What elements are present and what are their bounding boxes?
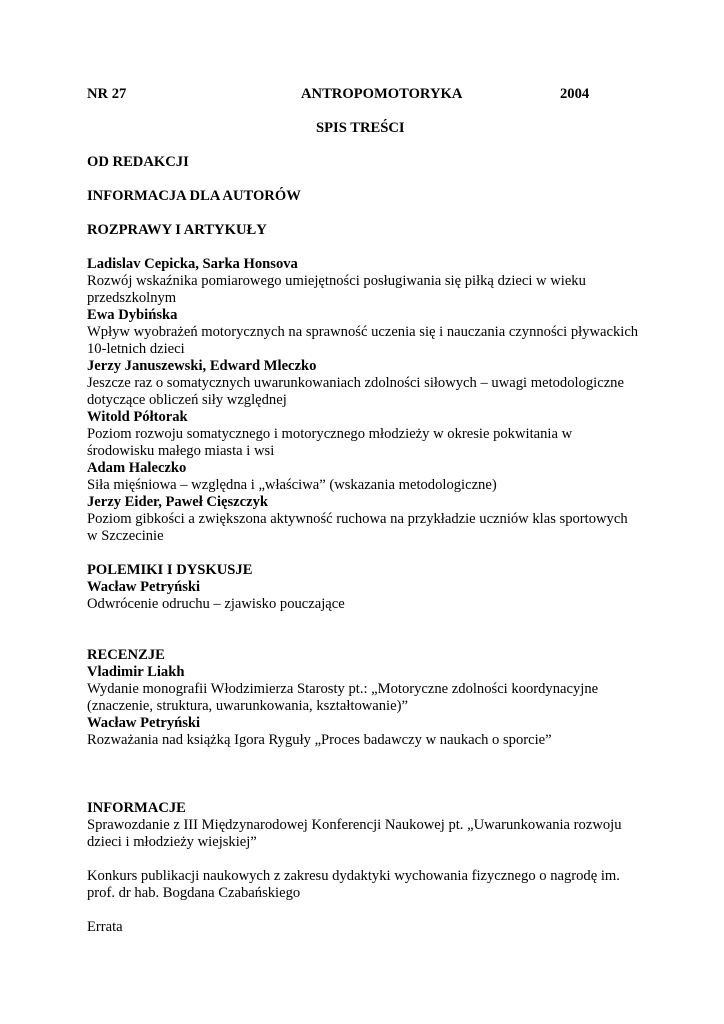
polemic-author: Wacław Petryński [87,579,201,595]
review-entry [87,664,647,715]
review-title-line: (znaczenie, struktura, uwarunkowania, kształtowanie)” [87,698,408,714]
information-contest-line: Konkurs publikacji naukowych z zakresu dydaktyki wychowania fizycznego o nagrodę im. [87,868,620,884]
article-title-line: Poziom gibkości a zwiększona aktywność ruchowa na przykładzie uczniów klas sportowych [87,511,628,527]
review-author: Vladimir Liakh [87,664,185,680]
article-entry [87,307,647,358]
article-title-line: środowisku małego miasta i wsi [87,443,275,459]
article-author: Adam Haleczko [87,460,187,476]
review-title-line: Wydanie monografii Włodzimierza Starosty pt.: „Motoryczne zdolności koordynacyjne [87,681,599,697]
article-title-line: Siła mięśniowa – względna i „właściwa” (wskazania metodologiczne) [87,477,497,493]
article-title-line: Jeszcze raz o somatycznych uwarunkowaniach zdolności siłowych – uwagi metodologiczne [87,375,624,391]
information-report-line: dzieci i młodzieży wiejskiej” [87,834,257,850]
article-author: Jerzy Eider, Paweł Cięszczyk [87,494,269,510]
article-entry [87,358,647,409]
issue-number: NR 27 [87,86,127,102]
section-authors-info: INFORMACJA DLA AUTORÓW [87,188,301,204]
article-entry [87,494,647,545]
article-author: Witold Półtorak [87,409,188,425]
article-title-line: dotyczące obliczeń siły względnej [87,392,287,408]
review-author: Wacław Petryński [87,715,201,731]
errata: Errata [87,919,123,935]
article-title-line: Wpływ wyobrażeń motorycznych na sprawność uczenia się i nauczania czynności pływackich [87,324,639,340]
article-author: Ewa Dybińska [87,307,178,323]
article-entry [87,460,647,494]
section-editorial: OD REDAKCJI [87,154,189,170]
articles-list [87,256,647,545]
information-report-line: Sprawozdanie z III Międzynarodowej Konferencji Naukowej pt. „Uwarunkowania rozwoju [87,817,622,833]
article-title-line: przedszkolnym [87,290,177,306]
toc-title: SPIS TREŚCI [316,120,405,136]
article-title-line: w Szczecinie [87,528,164,544]
section-reviews-heading: RECENZJE [87,647,165,663]
review-title-line: Rozważania nad książką Igora Ryguły „Proces badawczy w naukach o sporcie” [87,732,552,748]
document-header [87,86,647,103]
article-title-line: Rozwój wskaźnika pomiarowego umiejętności posługiwania się piłką dzieci w wieku [87,273,586,289]
review-entry [87,715,647,749]
article-author: Jerzy Januszewski, Edward Mleczko [87,358,317,374]
article-entry [87,409,647,460]
journal-name: ANTROPOMOTORYKA [301,86,463,102]
article-author: Ladislav Cepicka, Sarka Honsova [87,256,298,272]
issue-year: 2004 [560,86,590,102]
polemic-title-line: Odwrócenie odruchu – zjawisko pouczające [87,596,345,612]
document-page [87,86,647,936]
section-polemics-heading: POLEMIKI I DYSKUSJE [87,562,253,578]
article-title-line: 10-letnich dzieci [87,341,185,357]
article-entry [87,256,647,307]
article-title-line: Poziom rozwoju somatycznego i motorycznego młodzieży w okresie pokwitania w [87,426,573,442]
section-information-heading: INFORMACJE [87,800,186,816]
information-contest-line: prof. dr hab. Bogdana Czabańskiego [87,885,301,901]
polemic-entry [87,579,647,613]
section-articles-heading: ROZPRAWY I ARTYKUŁY [87,222,267,238]
